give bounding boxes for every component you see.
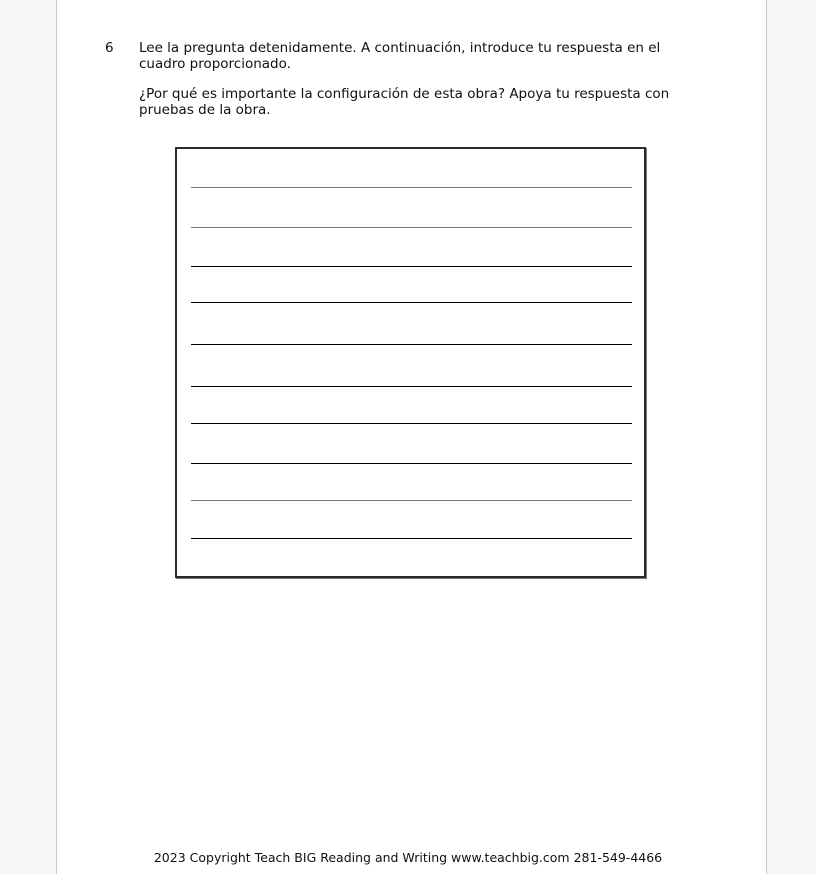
answer-line xyxy=(191,227,632,228)
answer-line xyxy=(191,500,632,501)
answer-line xyxy=(191,302,632,303)
question-text xyxy=(139,40,699,132)
answer-line xyxy=(191,386,632,387)
answer-line xyxy=(191,538,632,539)
copyright-footer: 2023 Copyright Teach BIG Reading and Writing www.teachbig.com 281-549-4466 xyxy=(153,850,663,865)
answer-line xyxy=(191,463,632,464)
answer-line xyxy=(191,344,632,345)
question-number: 6 xyxy=(105,40,114,56)
question-instruction: Lee la pregunta detenidamente. A continuación, introduce tu respuesta en el cuadro proporcionado. xyxy=(139,40,661,72)
answer-line xyxy=(191,423,632,424)
answer-line xyxy=(191,187,632,188)
answer-box[interactable] xyxy=(175,147,646,578)
answer-line xyxy=(191,266,632,267)
question-prompt: ¿Por qué es importante la configuración de esta obra? Apoya tu respuesta con pruebas de la obra. xyxy=(139,86,670,118)
